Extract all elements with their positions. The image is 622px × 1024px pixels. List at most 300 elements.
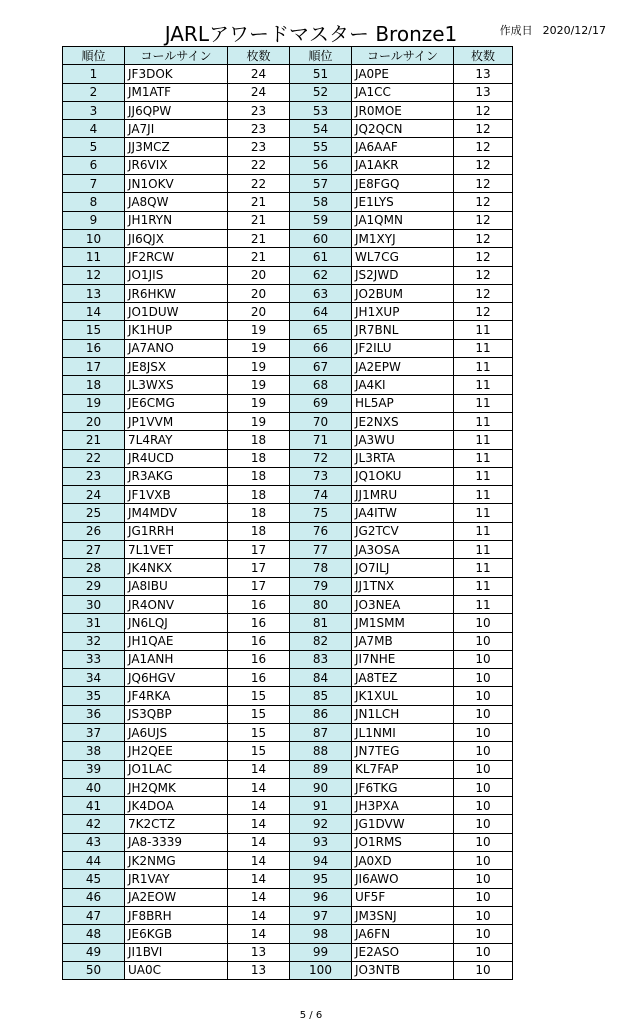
callsign-cell: JO7ILJ <box>352 559 454 577</box>
count-cell: 12 <box>454 101 513 119</box>
count-cell: 11 <box>454 559 513 577</box>
callsign-cell: JK1XUL <box>352 687 454 705</box>
rank-cell: 31 <box>63 614 125 632</box>
callsign-cell: JO1JIS <box>125 266 228 284</box>
count-cell: 22 <box>228 175 290 193</box>
count-cell: 16 <box>228 632 290 650</box>
count-cell: 11 <box>454 486 513 504</box>
rank-cell: 29 <box>63 577 125 595</box>
callsign-cell: JI7NHE <box>352 650 454 668</box>
table-row <box>63 394 513 412</box>
count-cell: 11 <box>454 339 513 357</box>
rank-cell: 65 <box>290 321 352 339</box>
callsign-cell: JR6HKW <box>125 284 228 302</box>
table-row <box>63 778 513 796</box>
callsign-cell: JR4UCD <box>125 449 228 467</box>
rank-cell: 76 <box>290 522 352 540</box>
table-row <box>63 303 513 321</box>
table-row <box>63 156 513 174</box>
rank-cell: 4 <box>63 120 125 138</box>
count-cell: 10 <box>454 852 513 870</box>
count-cell: 14 <box>228 778 290 796</box>
rank-cell: 24 <box>63 486 125 504</box>
table-row <box>63 943 513 961</box>
count-cell: 14 <box>228 888 290 906</box>
table-row <box>63 376 513 394</box>
count-cell: 10 <box>454 797 513 815</box>
count-cell: 10 <box>454 614 513 632</box>
rank-cell: 61 <box>290 248 352 266</box>
callsign-cell: JP1VVM <box>125 412 228 430</box>
header-count-left: 枚数 <box>228 47 290 65</box>
rank-cell: 17 <box>63 358 125 376</box>
callsign-cell: WL7CG <box>352 248 454 266</box>
count-cell: 12 <box>454 138 513 156</box>
rank-cell: 90 <box>290 778 352 796</box>
table-row <box>63 486 513 504</box>
callsign-cell: JM1SMM <box>352 614 454 632</box>
count-cell: 11 <box>454 504 513 522</box>
callsign-cell: 7L4RAY <box>125 431 228 449</box>
rank-cell: 69 <box>290 394 352 412</box>
rank-cell: 8 <box>63 193 125 211</box>
table-row <box>63 852 513 870</box>
table-row <box>63 870 513 888</box>
count-cell: 20 <box>228 303 290 321</box>
callsign-cell: JF1VXB <box>125 486 228 504</box>
count-cell: 10 <box>454 650 513 668</box>
page-title: JARLアワードマスター Bronze1 <box>164 22 458 46</box>
rank-cell: 49 <box>63 943 125 961</box>
rank-cell: 48 <box>63 925 125 943</box>
count-cell: 19 <box>228 376 290 394</box>
rank-cell: 88 <box>290 742 352 760</box>
count-cell: 11 <box>454 321 513 339</box>
table-row <box>63 504 513 522</box>
rank-cell: 99 <box>290 943 352 961</box>
table-row <box>63 211 513 229</box>
callsign-cell: JS2JWD <box>352 266 454 284</box>
count-cell: 12 <box>454 156 513 174</box>
count-cell: 11 <box>454 541 513 559</box>
callsign-cell: JM3SNJ <box>352 906 454 924</box>
callsign-cell: JO1LAC <box>125 760 228 778</box>
rank-cell: 75 <box>290 504 352 522</box>
callsign-cell: JK1HUP <box>125 321 228 339</box>
rank-cell: 30 <box>63 595 125 613</box>
count-cell: 17 <box>228 541 290 559</box>
count-cell: 10 <box>454 925 513 943</box>
count-cell: 11 <box>454 522 513 540</box>
count-cell: 14 <box>228 906 290 924</box>
table-row <box>63 925 513 943</box>
table-row <box>63 723 513 741</box>
count-cell: 23 <box>228 120 290 138</box>
rank-cell: 7 <box>63 175 125 193</box>
callsign-cell: JH2QMK <box>125 778 228 796</box>
callsign-cell: JA7MB <box>352 632 454 650</box>
callsign-cell: JA6AAF <box>352 138 454 156</box>
callsign-cell: JE6CMG <box>125 394 228 412</box>
rank-cell: 86 <box>290 705 352 723</box>
rank-cell: 96 <box>290 888 352 906</box>
rank-cell: 97 <box>290 906 352 924</box>
callsign-cell: JA2EPW <box>352 358 454 376</box>
count-cell: 14 <box>228 815 290 833</box>
callsign-cell: JL3RTA <box>352 449 454 467</box>
table-row <box>63 431 513 449</box>
rank-cell: 70 <box>290 412 352 430</box>
count-cell: 16 <box>228 614 290 632</box>
table-row <box>63 83 513 101</box>
rank-cell: 14 <box>63 303 125 321</box>
table-row <box>63 120 513 138</box>
rank-cell: 82 <box>290 632 352 650</box>
table-row <box>63 906 513 924</box>
callsign-cell: JK2NMG <box>125 852 228 870</box>
count-cell: 19 <box>228 321 290 339</box>
callsign-cell: JA1CC <box>352 83 454 101</box>
rank-cell: 51 <box>290 65 352 83</box>
rank-cell: 78 <box>290 559 352 577</box>
rank-cell: 26 <box>63 522 125 540</box>
rank-cell: 57 <box>290 175 352 193</box>
callsign-cell: JM4MDV <box>125 504 228 522</box>
count-cell: 19 <box>228 339 290 357</box>
rank-cell: 72 <box>290 449 352 467</box>
table-row <box>63 888 513 906</box>
count-cell: 24 <box>228 65 290 83</box>
count-cell: 13 <box>454 65 513 83</box>
count-cell: 17 <box>228 577 290 595</box>
callsign-cell: JJ1TNX <box>352 577 454 595</box>
count-cell: 21 <box>228 229 290 247</box>
count-cell: 12 <box>454 175 513 193</box>
count-cell: 10 <box>454 906 513 924</box>
count-cell: 18 <box>228 431 290 449</box>
rank-cell: 37 <box>63 723 125 741</box>
rank-cell: 33 <box>63 650 125 668</box>
created-label: 作成日 <box>499 24 533 37</box>
count-cell: 18 <box>228 467 290 485</box>
count-cell: 11 <box>454 595 513 613</box>
callsign-cell: JG1RRH <box>125 522 228 540</box>
rank-cell: 66 <box>290 339 352 357</box>
callsign-cell: UF5F <box>352 888 454 906</box>
rank-cell: 35 <box>63 687 125 705</box>
header-rank-right: 順位 <box>290 47 352 65</box>
table-row <box>63 614 513 632</box>
count-cell: 10 <box>454 961 513 979</box>
callsign-cell: JQ6HGV <box>125 669 228 687</box>
rank-cell: 59 <box>290 211 352 229</box>
table-row <box>63 595 513 613</box>
callsign-cell: UA0C <box>125 961 228 979</box>
rank-cell: 5 <box>63 138 125 156</box>
table-row <box>63 284 513 302</box>
callsign-cell: JO1RMS <box>352 833 454 851</box>
count-cell: 15 <box>228 705 290 723</box>
count-cell: 16 <box>228 650 290 668</box>
callsign-cell: 7K2CTZ <box>125 815 228 833</box>
rank-cell: 9 <box>63 211 125 229</box>
table-row <box>63 961 513 979</box>
rank-cell: 1 <box>63 65 125 83</box>
rank-cell: 13 <box>63 284 125 302</box>
rank-cell: 95 <box>290 870 352 888</box>
table-row <box>63 687 513 705</box>
rank-cell: 6 <box>63 156 125 174</box>
callsign-cell: JO1DUW <box>125 303 228 321</box>
count-cell: 12 <box>454 284 513 302</box>
rank-cell: 41 <box>63 797 125 815</box>
rank-cell: 11 <box>63 248 125 266</box>
callsign-cell: JG1DVW <box>352 815 454 833</box>
rank-cell: 34 <box>63 669 125 687</box>
rank-cell: 83 <box>290 650 352 668</box>
count-cell: 10 <box>454 778 513 796</box>
rank-cell: 71 <box>290 431 352 449</box>
callsign-cell: JM1XYJ <box>352 229 454 247</box>
callsign-cell: JK4NKX <box>125 559 228 577</box>
rank-cell: 64 <box>290 303 352 321</box>
rank-cell: 94 <box>290 852 352 870</box>
table-row <box>63 412 513 430</box>
table-row <box>63 65 513 83</box>
rank-cell: 87 <box>290 723 352 741</box>
callsign-cell: JH1RYN <box>125 211 228 229</box>
rank-cell: 10 <box>63 229 125 247</box>
callsign-cell: JA8QW <box>125 193 228 211</box>
count-cell: 11 <box>454 577 513 595</box>
callsign-cell: JA7JI <box>125 120 228 138</box>
table-row <box>63 358 513 376</box>
count-cell: 16 <box>228 595 290 613</box>
count-cell: 10 <box>454 669 513 687</box>
rank-cell: 81 <box>290 614 352 632</box>
count-cell: 11 <box>454 467 513 485</box>
count-cell: 10 <box>454 888 513 906</box>
callsign-cell: HL5AP <box>352 394 454 412</box>
count-cell: 15 <box>228 723 290 741</box>
callsign-cell: JH1QAE <box>125 632 228 650</box>
rank-cell: 56 <box>290 156 352 174</box>
count-cell: 10 <box>454 723 513 741</box>
callsign-cell: JA1AKR <box>352 156 454 174</box>
callsign-cell: JE2NXS <box>352 412 454 430</box>
callsign-cell: JN7TEG <box>352 742 454 760</box>
callsign-cell: JR7BNL <box>352 321 454 339</box>
table-row <box>63 650 513 668</box>
table-row <box>63 522 513 540</box>
table-row <box>63 229 513 247</box>
table-row <box>63 175 513 193</box>
callsign-cell: JG2TCV <box>352 522 454 540</box>
callsign-cell: JF3DOK <box>125 65 228 83</box>
rank-cell: 58 <box>290 193 352 211</box>
callsign-cell: JI6AWO <box>352 870 454 888</box>
rank-cell: 92 <box>290 815 352 833</box>
rank-cell: 38 <box>63 742 125 760</box>
count-cell: 14 <box>228 870 290 888</box>
count-cell: 11 <box>454 449 513 467</box>
rank-cell: 2 <box>63 83 125 101</box>
table-row <box>63 797 513 815</box>
count-cell: 11 <box>454 394 513 412</box>
callsign-cell: KL7FAP <box>352 760 454 778</box>
count-cell: 13 <box>228 961 290 979</box>
callsign-cell: JL3WXS <box>125 376 228 394</box>
callsign-cell: JA4KI <box>352 376 454 394</box>
count-cell: 10 <box>454 687 513 705</box>
count-cell: 11 <box>454 431 513 449</box>
count-cell: 12 <box>454 211 513 229</box>
table-row <box>63 101 513 119</box>
callsign-cell: JI6QJX <box>125 229 228 247</box>
table-row <box>63 760 513 778</box>
table-row <box>63 248 513 266</box>
count-cell: 14 <box>228 760 290 778</box>
table-header-row <box>63 47 513 65</box>
rank-cell: 46 <box>63 888 125 906</box>
count-cell: 12 <box>454 248 513 266</box>
table-row <box>63 266 513 284</box>
table-row <box>63 632 513 650</box>
table-row <box>63 449 513 467</box>
header-count-right: 枚数 <box>454 47 513 65</box>
created-date <box>490 22 606 38</box>
count-cell: 14 <box>228 833 290 851</box>
table-row <box>63 559 513 577</box>
count-cell: 12 <box>454 193 513 211</box>
rank-cell: 89 <box>290 760 352 778</box>
rank-cell: 23 <box>63 467 125 485</box>
rank-cell: 25 <box>63 504 125 522</box>
count-cell: 12 <box>454 303 513 321</box>
rank-cell: 52 <box>290 83 352 101</box>
rank-cell: 80 <box>290 595 352 613</box>
rank-cell: 68 <box>290 376 352 394</box>
callsign-cell: JA8IBU <box>125 577 228 595</box>
count-cell: 23 <box>228 138 290 156</box>
count-cell: 18 <box>228 486 290 504</box>
rank-cell: 63 <box>290 284 352 302</box>
count-cell: 19 <box>228 358 290 376</box>
created-date-value: 2020/12/17 <box>542 24 606 37</box>
count-cell: 12 <box>454 266 513 284</box>
count-cell: 21 <box>228 193 290 211</box>
count-cell: 10 <box>454 632 513 650</box>
rank-cell: 91 <box>290 797 352 815</box>
rank-cell: 42 <box>63 815 125 833</box>
rank-cell: 84 <box>290 669 352 687</box>
callsign-cell: JF6TKG <box>352 778 454 796</box>
callsign-cell: JA1QMN <box>352 211 454 229</box>
callsign-cell: JH2QEE <box>125 742 228 760</box>
count-cell: 19 <box>228 412 290 430</box>
count-cell: 14 <box>228 925 290 943</box>
table-row <box>63 577 513 595</box>
rank-cell: 40 <box>63 778 125 796</box>
callsign-cell: JH1XUP <box>352 303 454 321</box>
count-cell: 11 <box>454 412 513 430</box>
count-cell: 16 <box>228 669 290 687</box>
count-cell: 10 <box>454 870 513 888</box>
callsign-cell: JE2ASO <box>352 943 454 961</box>
rank-cell: 67 <box>290 358 352 376</box>
table-row <box>63 705 513 723</box>
rank-cell: 19 <box>63 394 125 412</box>
rank-cell: 44 <box>63 852 125 870</box>
count-cell: 12 <box>454 229 513 247</box>
callsign-cell: JA6UJS <box>125 723 228 741</box>
page-number: 5 / 6 <box>299 1010 323 1021</box>
rank-cell: 74 <box>290 486 352 504</box>
callsign-cell: JA1ANH <box>125 650 228 668</box>
table-row <box>63 742 513 760</box>
rank-cell: 53 <box>290 101 352 119</box>
callsign-cell: JK4DOA <box>125 797 228 815</box>
rank-cell: 98 <box>290 925 352 943</box>
table-row <box>63 138 513 156</box>
callsign-cell: JE8FGQ <box>352 175 454 193</box>
rank-cell: 62 <box>290 266 352 284</box>
count-cell: 11 <box>454 376 513 394</box>
rank-cell: 27 <box>63 541 125 559</box>
rank-cell: 32 <box>63 632 125 650</box>
callsign-cell: JA3OSA <box>352 541 454 559</box>
header-callsign-left: コールサイン <box>125 47 228 65</box>
rank-cell: 36 <box>63 705 125 723</box>
count-cell: 18 <box>228 449 290 467</box>
rank-cell: 18 <box>63 376 125 394</box>
count-cell: 21 <box>228 211 290 229</box>
callsign-cell: JN1LCH <box>352 705 454 723</box>
count-cell: 20 <box>228 266 290 284</box>
rank-cell: 47 <box>63 906 125 924</box>
count-cell: 22 <box>228 156 290 174</box>
rank-cell: 22 <box>63 449 125 467</box>
callsign-cell: JA8-3339 <box>125 833 228 851</box>
count-cell: 19 <box>228 394 290 412</box>
callsign-cell: JA7ANO <box>125 339 228 357</box>
callsign-cell: JA2EOW <box>125 888 228 906</box>
callsign-cell: JE1LYS <box>352 193 454 211</box>
rank-cell: 73 <box>290 467 352 485</box>
rank-cell: 45 <box>63 870 125 888</box>
ranking-table <box>62 46 513 980</box>
callsign-cell: JA0XD <box>352 852 454 870</box>
callsign-cell: JA4ITW <box>352 504 454 522</box>
count-cell: 12 <box>454 120 513 138</box>
count-cell: 10 <box>454 705 513 723</box>
rank-cell: 50 <box>63 961 125 979</box>
count-cell: 10 <box>454 760 513 778</box>
table-row <box>63 669 513 687</box>
callsign-cell: JA8TEZ <box>352 669 454 687</box>
count-cell: 11 <box>454 358 513 376</box>
rank-cell: 21 <box>63 431 125 449</box>
rank-cell: 93 <box>290 833 352 851</box>
callsign-cell: JR3AKG <box>125 467 228 485</box>
table-row <box>63 321 513 339</box>
callsign-cell: JO3NEA <box>352 595 454 613</box>
callsign-cell: JR1VAY <box>125 870 228 888</box>
callsign-cell: JH3PXA <box>352 797 454 815</box>
callsign-cell: JE8JSX <box>125 358 228 376</box>
callsign-cell: JL1NMI <box>352 723 454 741</box>
count-cell: 20 <box>228 284 290 302</box>
